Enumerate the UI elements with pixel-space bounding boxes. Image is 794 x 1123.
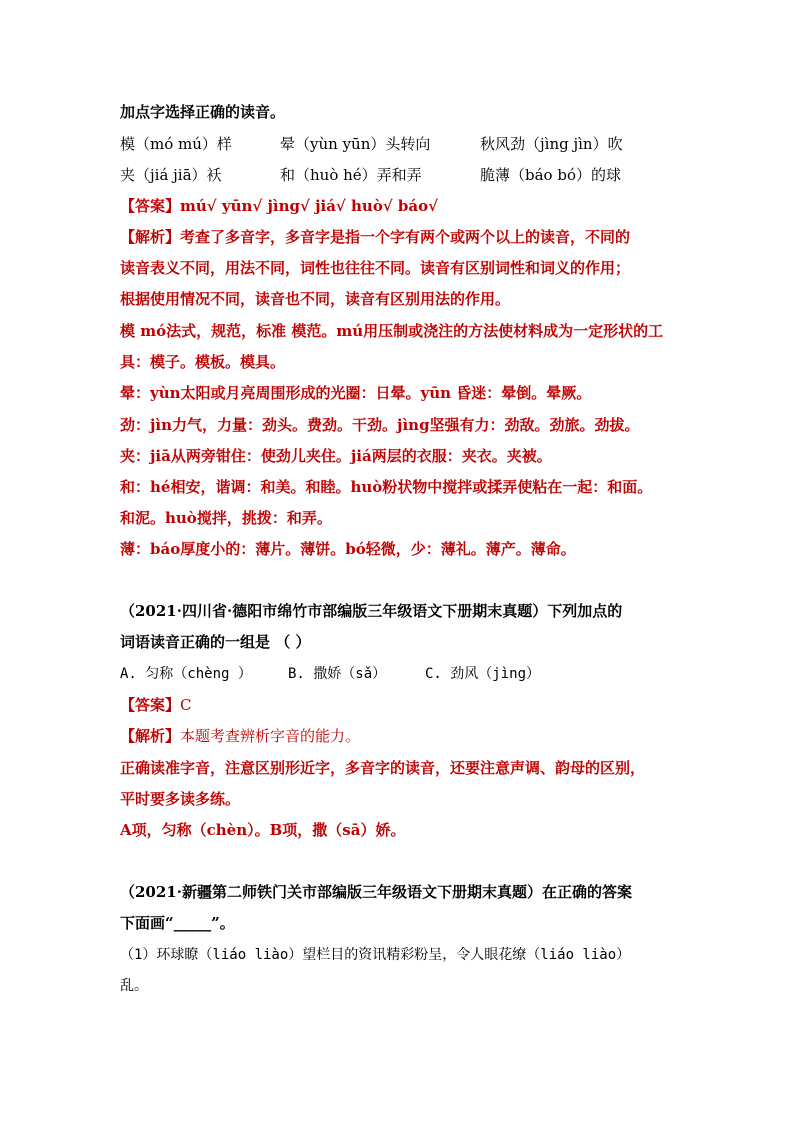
- analysis-text: 本题考查辨析字音的能力。: [180, 727, 361, 745]
- question-title: 加点字选择正确的读音。: [120, 103, 286, 121]
- analysis-text: 读音表义不同，用法不同，词性也往往不同。读音有区别词性和词义的作用；: [120, 259, 631, 277]
- question-title: （2021·四川省·德阳市绵竹市部编版三年级语文下册期末真题）下列加点的: [120, 602, 623, 620]
- analysis-text: 晕：yùn太阳或月亮周围形成的光圈：日晕。yūn 昏迷：晕倒。晕厥。: [120, 384, 592, 402]
- answer-tag: 【答案】: [120, 696, 181, 714]
- option-item: B. 撒娇（sǎ）: [288, 666, 387, 682]
- question-title: 词语读音正确的一组是 （ ）: [120, 633, 311, 651]
- option-item: 晕（yùn yūn）头转向: [280, 135, 431, 153]
- analysis-text: 根据使用情况不同，读音也不同，读音有区别用法的作用。: [120, 290, 511, 308]
- answer-text: mú√ yūn√ jìng√ jiá√ huò√ báo√: [180, 197, 438, 215]
- analysis-text: 平时要多读多练。: [120, 790, 241, 808]
- analysis-text: 模 mó法式，规范，标准 模范。mú用压制或浇注的方法使材料成为一定形状的工: [120, 322, 664, 340]
- analysis-tag: 【解析】: [120, 727, 181, 745]
- answer-text: C: [180, 696, 192, 714]
- option-item: C. 劲风（jìng）: [425, 666, 541, 682]
- analysis-line: [120, 725, 360, 747]
- analysis-tag: 【解析】: [120, 228, 181, 246]
- option-item: 和（huò hé）弄和弄: [280, 166, 422, 184]
- option-item: 脆薄（báo bó）的球: [480, 166, 621, 184]
- option-item: 夹（jiá jiā）袄: [120, 166, 222, 184]
- question-item: 乱。: [120, 978, 148, 994]
- analysis-text: A项，匀称（chèn）。B项，撒（sā）娇。: [120, 821, 406, 839]
- analysis-text: 劲：jìn力气，力量：劲头。费劲。干劲。jìng坚强有力：劲敌。劲旅。劲拔。: [120, 416, 640, 434]
- analysis-text: 具：模子。模板。模具。: [120, 353, 286, 371]
- analysis-line: [120, 226, 630, 248]
- question-title: （2021·新疆第二师铁门关市部编版三年级语文下册期末真题）在正确的答案: [120, 883, 632, 901]
- option-item: A. 匀称（chèng ）: [120, 666, 252, 682]
- analysis-text: 和泥。huò搅拌，挑拨：和弄。: [120, 509, 332, 527]
- option-item: 模（mó mú）样: [120, 135, 232, 153]
- answer-line: [120, 694, 192, 716]
- question-title: 下面画“_____”。: [120, 914, 235, 932]
- option-item: 秋风劲（jìng jìn）吹: [480, 135, 623, 153]
- analysis-text: 和：hé相安，谐调：和美。和睦。huò粉状物中搅拌或揉弄使粘在一起：和面。: [120, 478, 653, 496]
- analysis-text: 夹：jiā从两旁钳住：使劲儿夹住。jiá两层的衣服：夹衣。夹被。: [120, 447, 552, 465]
- analysis-text: 薄：báo厚度小的：薄片。薄饼。bó轻微，少：薄礼。薄产。薄命。: [120, 540, 576, 558]
- answer-tag: 【答案】: [120, 197, 181, 215]
- question-item: （1）环球瞭（liáo liào）望栏目的资讯精彩粉呈，令人眼花缭（liáo liào）: [120, 947, 631, 963]
- answer-line: [120, 195, 438, 217]
- analysis-text: 正确读准字音，注意区别形近字，多音字的读音，还要注意声调、韵母的区别，: [120, 759, 646, 777]
- analysis-text: 考查了多音字，多音字是指一个字有两个或两个以上的读音，不同的: [180, 228, 631, 246]
